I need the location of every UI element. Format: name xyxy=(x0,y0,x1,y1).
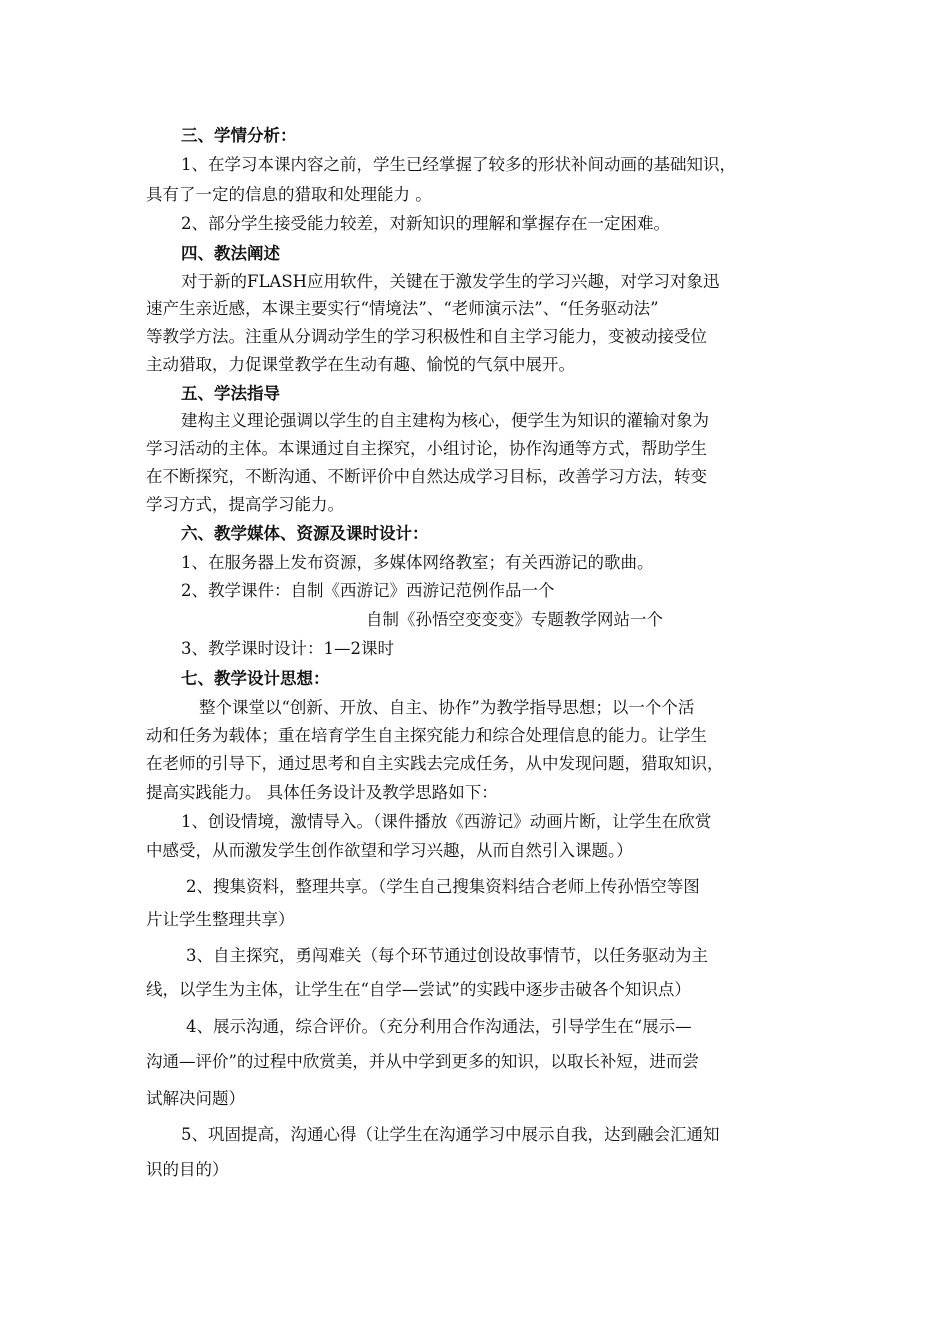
paragraph-line: 速产生亲近感，本课主要实行“情境法”、“老师演示法”、“任务驱动法” xyxy=(146,299,659,318)
section-heading-media-resources: 六、教学媒体、资源及课时设计： xyxy=(181,524,429,543)
section-heading-learning-analysis: 三、学情分析： xyxy=(181,126,297,145)
paragraph-line: 3、自主探究，勇闯难关（每个环节通过创设故事情节，以任务驱动为主 xyxy=(186,946,708,965)
section-heading-learning-guidance: 五、学法指导 xyxy=(181,384,280,403)
paragraph-line: 沟通—评价”的过程中欣赏美，并从中学到更多的知识，以取长补短，进而尝 xyxy=(146,1052,699,1071)
paragraph-line: 在老师的引导下，通过思考和自主实践去完成任务，从中发现问题，猎取知识， xyxy=(146,754,724,773)
paragraph-line: 1、在服务器上发布资源，多媒体网络教室；有关西游记的歌曲。 xyxy=(181,553,654,572)
paragraph-line: 片让学生整理共享） xyxy=(146,910,295,929)
paragraph-line: 2、部分学生接受能力较差，对新知识的理解和掌握存在一定困难。 xyxy=(181,214,670,233)
paragraph-line: 学习活动的主体。本课通过自主探究，小组讨论，协作沟通等方式，帮助学生 xyxy=(146,439,707,458)
paragraph-line: 具有了一定的信息的猎取和处理能力 。 xyxy=(146,185,432,204)
paragraph-line: 试解决问题） xyxy=(146,1089,245,1108)
paragraph-line: 在不断探究，不断沟通、不断评价中自然达成学习目标，改善学习方法，转变 xyxy=(146,467,707,486)
paragraph-line: 4、展示沟通，综合评价。（充分利用合作沟通法，引导学生在“展示— xyxy=(186,1017,692,1036)
paragraph-line: 动和任务为载体；重在培育学生自主探究能力和综合处理信息的能力。让学生 xyxy=(146,726,707,745)
paragraph-line: 等教学方法。注重从分调动学生的学习积极性和自主学习能力，变被动接受位 xyxy=(146,327,707,346)
paragraph-line: 1、创设情境，激情导入。（课件播放《西游记》动画片断，让学生在欣赏 xyxy=(181,812,712,831)
paragraph-line: 5、巩固提高，沟通心得（让学生在沟通学习中展示自我，达到融会汇通知 xyxy=(181,1125,720,1144)
paragraph-line: 自制《孙悟空变变变》专题教学网站一个 xyxy=(366,610,663,629)
paragraph-line: 学习方式，提高学习能力。 xyxy=(146,495,344,514)
paragraph-line: 2、搜集资料，整理共享。（学生自己搜集资料结合老师上传孙悟空等图 xyxy=(186,877,700,896)
paragraph-line: 整个课堂以“创新、开放、自主、协作”为教学指导思想；以一个个活 xyxy=(199,698,695,717)
paragraph-line: 线，以学生为主体，让学生在“自学—尝试”的实践中逐步击破各个知识点） xyxy=(146,980,691,999)
paragraph-line: 对于新的FLASH应用软件，关键在于激发学生的学习兴趣，对学习对象迅 xyxy=(181,272,720,291)
section-heading-teaching-method: 四、教法阐述 xyxy=(181,244,280,263)
paragraph-line: 提高实践能力。 具体任务设计及教学思路如下： xyxy=(146,783,498,802)
paragraph-line: 1、在学习本课内容之前，学生已经掌握了较多的形状补间动画的基础知识， xyxy=(181,155,736,174)
paragraph-line: 3、教学课时设计：1—2课时 xyxy=(181,639,394,658)
paragraph-line: 2、教学课件：自制《西游记》西游记范例作品一个 xyxy=(181,581,555,600)
paragraph-line: 建构主义理论强调以学生的自主建构为核心，便学生为知识的灌输对象为 xyxy=(181,411,709,430)
paragraph-line: 识的目的） xyxy=(146,1160,229,1179)
section-heading-design-philosophy: 七、教学设计思想： xyxy=(181,669,330,688)
paragraph-line: 中感受，从而激发学生创作欲望和学习兴趣，从而自然引入课题。） xyxy=(146,841,633,860)
paragraph-line: 主动猎取，力促课堂教学在生动有趣、愉悦的气氛中展开。 xyxy=(146,355,575,374)
